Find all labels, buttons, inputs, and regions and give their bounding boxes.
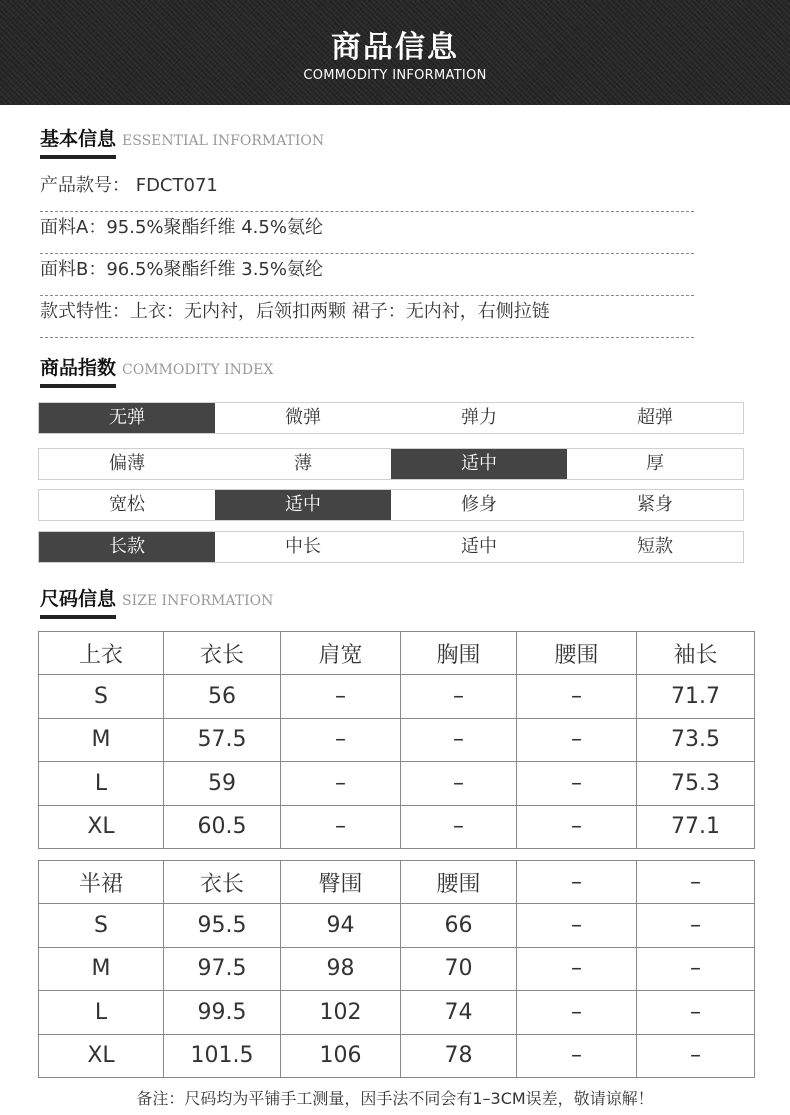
table-cell: – (281, 762, 401, 805)
section-title-en: ESSENTIAL INFORMATION (122, 133, 325, 149)
table-header-row (39, 632, 755, 675)
table-cell: – (401, 675, 517, 718)
table-cell: L (39, 991, 164, 1034)
table-cell: M (39, 718, 164, 761)
size-table-top (38, 631, 755, 849)
index-cell: 薄 (294, 453, 312, 474)
table-cell: – (401, 718, 517, 761)
index-cell: 适中 (215, 490, 391, 520)
info-row-fabric-a: 面料A：95.5%聚酯纤维 4.5%氨纶 (40, 214, 694, 254)
table-cell: – (517, 805, 637, 848)
table-cell: 74 (401, 991, 517, 1034)
index-row-elasticity (38, 402, 744, 434)
table-cell: – (517, 1034, 637, 1077)
table-header-cell: – (517, 861, 637, 904)
index-row-thickness (38, 448, 744, 480)
table-header-cell: 腰围 (517, 632, 637, 675)
table-cell: 101.5 (164, 1034, 281, 1077)
table-header-cell: 袖长 (637, 632, 755, 675)
index-cell: 超弹 (637, 407, 673, 428)
table-cell: – (517, 904, 637, 947)
measurement-note: 备注：尺码均为平铺手工测量，因手法不同会有1–3CM误差，敬请谅解！ (136, 1089, 654, 1108)
index-cell: 厚 (646, 453, 664, 474)
table-cell: – (637, 991, 755, 1034)
table-header-cell: 腰围 (401, 861, 517, 904)
table-cell: 60.5 (164, 805, 281, 848)
table-cell: – (401, 805, 517, 848)
index-cell: 无弹 (39, 403, 215, 433)
table-cell: 106 (281, 1034, 401, 1077)
table-cell: – (637, 904, 755, 947)
table-cell: – (517, 762, 637, 805)
index-cell: 弹力 (461, 407, 497, 428)
commodity-info-banner (0, 0, 790, 105)
table-cell: 75.3 (637, 762, 755, 805)
index-cell: 偏薄 (109, 453, 145, 474)
table-cell: – (281, 675, 401, 718)
index-cell: 适中 (391, 449, 567, 479)
table-cell: XL (39, 1034, 164, 1077)
table-cell: 57.5 (164, 718, 281, 761)
index-cell: 修身 (461, 494, 497, 515)
table-cell: – (517, 991, 637, 1034)
index-row-fit (38, 489, 744, 521)
section-title-cn: 尺码信息 (40, 584, 116, 619)
index-cell: 紧身 (637, 494, 673, 515)
table-row (39, 675, 755, 718)
table-cell: – (517, 675, 637, 718)
index-cell: 微弹 (285, 407, 321, 428)
table-cell: 70 (401, 947, 517, 990)
table-header-cell: 衣长 (164, 632, 281, 675)
table-cell: – (281, 718, 401, 761)
index-row-length (38, 531, 744, 563)
table-cell: – (517, 947, 637, 990)
table-cell: 95.5 (164, 904, 281, 947)
table-cell: – (517, 718, 637, 761)
table-cell: L (39, 762, 164, 805)
table-header-cell: 衣长 (164, 861, 281, 904)
banner-title: 商品信息 (331, 30, 459, 65)
table-cell: 102 (281, 991, 401, 1034)
table-cell: 59 (164, 762, 281, 805)
table-header-cell: 半裙 (39, 861, 164, 904)
table-cell: – (637, 947, 755, 990)
table-header-row (39, 861, 755, 904)
table-cell: 97.5 (164, 947, 281, 990)
table-row (39, 904, 755, 947)
table-cell: 98 (281, 947, 401, 990)
info-row-style-number: 产品款号： FDCT071 (40, 172, 694, 212)
table-row (39, 947, 755, 990)
table-header-cell: – (637, 861, 755, 904)
table-header-cell: 胸围 (401, 632, 517, 675)
table-header-cell: 臀围 (281, 861, 401, 904)
table-row (39, 1034, 755, 1077)
section-title-en: SIZE INFORMATION (122, 593, 274, 609)
table-cell: – (281, 805, 401, 848)
table-header-cell: 上衣 (39, 632, 164, 675)
section-title-cn: 基本信息 (40, 124, 116, 159)
table-cell: – (401, 762, 517, 805)
table-cell: 73.5 (637, 718, 755, 761)
table-row (39, 718, 755, 761)
section-heading-size (40, 584, 273, 618)
table-cell: 56 (164, 675, 281, 718)
section-heading-index (40, 353, 273, 387)
section-heading-basic (40, 124, 324, 158)
table-cell: 77.1 (637, 805, 755, 848)
table-row (39, 991, 755, 1034)
table-cell: XL (39, 805, 164, 848)
info-row-features: 款式特性：上衣：无内衬，后领扣两颗 裙子：无内衬，右侧拉链 (40, 298, 694, 338)
table-cell: S (39, 675, 164, 718)
table-cell: – (637, 1034, 755, 1077)
section-title-cn: 商品指数 (40, 353, 116, 388)
table-cell: M (39, 947, 164, 990)
info-row-fabric-b: 面料B：96.5%聚酯纤维 3.5%氨纶 (40, 256, 694, 296)
table-row (39, 805, 755, 848)
table-header-cell: 肩宽 (281, 632, 401, 675)
index-cell: 宽松 (109, 494, 145, 515)
size-table-skirt (38, 860, 755, 1078)
index-cell: 短款 (637, 536, 673, 557)
table-cell: 71.7 (637, 675, 755, 718)
section-title-en: COMMODITY INDEX (122, 362, 274, 378)
banner-subtitle: COMMODITY INFORMATION (303, 68, 487, 83)
table-cell: 66 (401, 904, 517, 947)
table-cell: 94 (281, 904, 401, 947)
index-cell: 适中 (461, 536, 497, 557)
table-cell: 99.5 (164, 991, 281, 1034)
index-cell: 中长 (285, 536, 321, 557)
index-cell: 长款 (39, 532, 215, 562)
table-cell: 78 (401, 1034, 517, 1077)
table-cell: S (39, 904, 164, 947)
table-row (39, 762, 755, 805)
